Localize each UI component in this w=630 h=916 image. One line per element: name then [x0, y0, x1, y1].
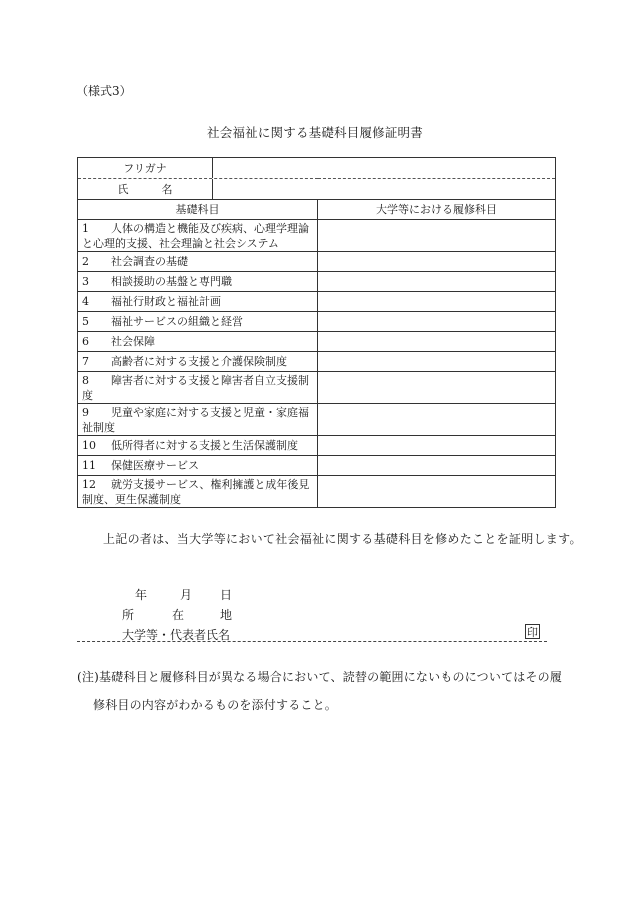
subject-name: 人体の構造と機能及び疾病、心理学理論と心理的支援、社会理論と社会システム	[82, 221, 309, 250]
table-row	[78, 372, 556, 404]
document-title: 社会福祉に関する基礎科目履修証明書	[207, 125, 423, 140]
university-course-cell[interactable]	[318, 372, 556, 404]
university-course-cell[interactable]	[318, 220, 556, 252]
basic-subject-cell	[78, 312, 318, 332]
subject-number: 1	[82, 221, 89, 235]
subject-name: 福祉サービスの組織と経営	[111, 315, 243, 328]
signer-label: 大学等・代表者氏名	[122, 628, 231, 642]
table-row	[78, 404, 556, 436]
subject-name: 就労支援サービス、権利擁護と成年後見制度、更生保護制度	[82, 477, 310, 506]
table-row	[78, 272, 556, 292]
university-course-cell[interactable]	[318, 456, 556, 476]
basic-subject-cell	[78, 220, 318, 252]
subject-number: 5	[82, 315, 89, 328]
subject-number: 3	[82, 275, 89, 288]
basic-subject-cell	[78, 476, 318, 508]
subject-number: 6	[82, 335, 89, 348]
basic-subject-cell	[78, 456, 318, 476]
university-course-cell[interactable]	[318, 352, 556, 372]
subject-name: 社会調査の基礎	[111, 255, 188, 268]
basic-subject-cell	[78, 352, 318, 372]
university-course-cell[interactable]	[318, 252, 556, 272]
header-basic-subject: 基礎科目	[78, 200, 318, 220]
basic-subject-cell	[78, 404, 318, 436]
table-row	[78, 436, 556, 456]
table-row	[78, 332, 556, 352]
basic-subject-cell	[78, 332, 318, 352]
subject-name: 保健医療サービス	[111, 459, 199, 472]
furigana-row	[78, 158, 556, 179]
subjects-table	[77, 157, 556, 508]
name-row	[78, 179, 556, 200]
subject-number: 9	[82, 405, 89, 419]
subject-name: 障害者に対する支援と障害者自立支援制度	[82, 373, 309, 402]
subject-number: 4	[82, 295, 89, 308]
subject-number: 7	[82, 355, 89, 368]
form-id: （様式3）	[76, 84, 132, 98]
university-course-cell[interactable]	[318, 332, 556, 352]
subject-name: 福祉行財政と福祉計画	[111, 295, 221, 308]
table-row	[78, 352, 556, 372]
basic-subject-cell	[78, 272, 318, 292]
university-course-cell[interactable]	[318, 476, 556, 508]
signature-dashed-line	[77, 641, 547, 642]
table-row	[78, 252, 556, 272]
subject-number: 2	[82, 255, 89, 268]
date-day-label: 日	[220, 588, 233, 602]
note-line-1: (注)基礎科目と履修科目が異なる場合において、読替の範囲にないものについてはその履	[77, 670, 563, 684]
subject-name: 児童や家庭に対する支援と児童・家庭福祉制度	[82, 405, 309, 434]
subject-name: 高齢者に対する支援と介護保険制度	[111, 355, 287, 368]
subject-name: 社会保障	[111, 335, 155, 348]
university-course-cell[interactable]	[318, 436, 556, 456]
university-course-cell[interactable]	[318, 404, 556, 436]
basic-subject-cell	[78, 436, 318, 456]
basic-subject-cell	[78, 252, 318, 272]
table-row	[78, 476, 556, 508]
furigana-label: フリガナ	[78, 158, 213, 178]
location-label-2: 在	[172, 608, 185, 622]
university-course-cell[interactable]	[318, 312, 556, 332]
subject-number: 11	[82, 459, 96, 472]
subject-name: 相談援助の基盤と専門職	[111, 275, 232, 288]
date-year-label: 年	[135, 588, 148, 602]
basic-subject-cell	[78, 372, 318, 404]
table-row	[78, 456, 556, 476]
university-course-cell[interactable]	[318, 292, 556, 312]
certification-statement: 上記の者は、当大学等において社会福祉に関する基礎科目を修めたことを証明します。	[103, 532, 582, 546]
table-header-row	[78, 200, 556, 220]
subject-number: 8	[82, 373, 89, 387]
subject-number: 10	[82, 439, 96, 452]
table-row	[78, 220, 556, 252]
subject-number: 12	[82, 477, 96, 491]
table-row	[78, 292, 556, 312]
table-row	[78, 312, 556, 332]
seal-box: 印	[527, 626, 538, 639]
name-label: 氏 名	[78, 179, 213, 199]
date-month-label: 月	[180, 588, 193, 602]
university-course-cell[interactable]	[318, 272, 556, 292]
location-label-1: 所	[122, 608, 135, 622]
location-label-3: 地	[220, 608, 233, 622]
note-line-2: 修科目の内容がわかるものを添付すること。	[93, 698, 338, 712]
basic-subject-cell	[78, 292, 318, 312]
header-university-course: 大学等における履修科目	[318, 200, 556, 220]
subject-name: 低所得者に対する支援と生活保護制度	[111, 439, 298, 452]
